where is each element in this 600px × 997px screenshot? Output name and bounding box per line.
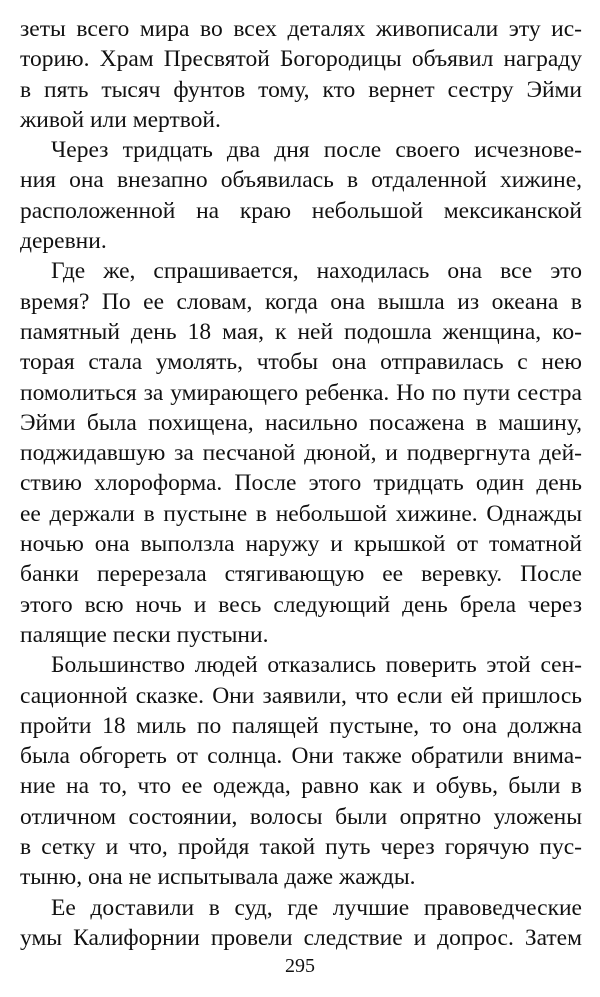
text-line: время? По ее словам, когда она вышла из океана в: [20, 288, 582, 315]
text-line: Эйми была похищена, насильно посажена в машину,: [20, 409, 582, 436]
text-line: деревни.: [20, 228, 107, 255]
text-line: тыню, она не испытывала даже жажды.: [20, 864, 416, 891]
text-line: поджидавшую за песчаной дюной, и подвергнута дей-: [20, 440, 582, 467]
text-line: ния она внезапно объявилась в отдаленной хижине,: [20, 167, 582, 194]
text-line: живой или мертвой.: [20, 106, 221, 133]
text-line: умы Калифорнии провели следствие и допрос. Затем: [20, 924, 582, 951]
text-line: Большинство людей отказались поверить этой сен-: [51, 652, 582, 679]
text-line: в сетку и что, пройдя такой путь через горячую пус-: [20, 834, 582, 861]
page-body: [20, 14, 582, 953]
text-line: этого всю ночь и весь следующий день брела через: [20, 591, 582, 618]
text-line: торию. Храм Пресвятой Богородицы объявил награду: [20, 46, 582, 73]
text-line: памятный день 18 мая, к ней подошла женщина, ко-: [20, 318, 582, 345]
text-line: ее держали в пустыне в небольшой хижине. Однажды: [20, 500, 582, 527]
text-line: ствию хлороформа. После этого тридцать один день: [20, 470, 582, 497]
text-line: банки перерезала стягивающую ее веревку. После: [20, 561, 582, 588]
text-line: торая стала умолять, чтобы она отправилась с нею: [20, 349, 582, 376]
text-line: отличном состоянии, волосы были опрятно уложены: [20, 803, 582, 830]
text-line: ночью она выползла наружу и крышкой от томатной: [20, 531, 582, 558]
text-line: пройти 18 миль по палящей пустыне, то она должна: [20, 712, 582, 739]
text-line: расположенной на краю небольшой мексиканской: [20, 197, 582, 224]
text-line: Ее доставили в суд, где лучшие правоведческие: [51, 894, 582, 921]
text-line: помолиться за умирающего ребенка. Но по пути сестра: [20, 379, 582, 406]
text-line: сационной сказке. Они заявили, что если ей пришлось: [20, 682, 582, 709]
text-line: палящие пески пустыни.: [20, 621, 269, 648]
text-line: зеты всего мира во всех деталях живописали эту ис-: [20, 16, 582, 42]
text-line: Где же, спрашивается, находилась она все это: [51, 258, 582, 285]
page-number: 295: [285, 955, 315, 977]
text-line: Через тридцать два дня после своего исчезнове-: [51, 137, 582, 164]
text-line: в пять тысяч фунтов тому, кто вернет сестру Эйми: [20, 76, 582, 103]
text-line: была обгореть от солнца. Они также обратили внима-: [20, 743, 582, 770]
text-line: ние на то, что ее одежда, равно как и обувь, были в: [20, 773, 582, 800]
